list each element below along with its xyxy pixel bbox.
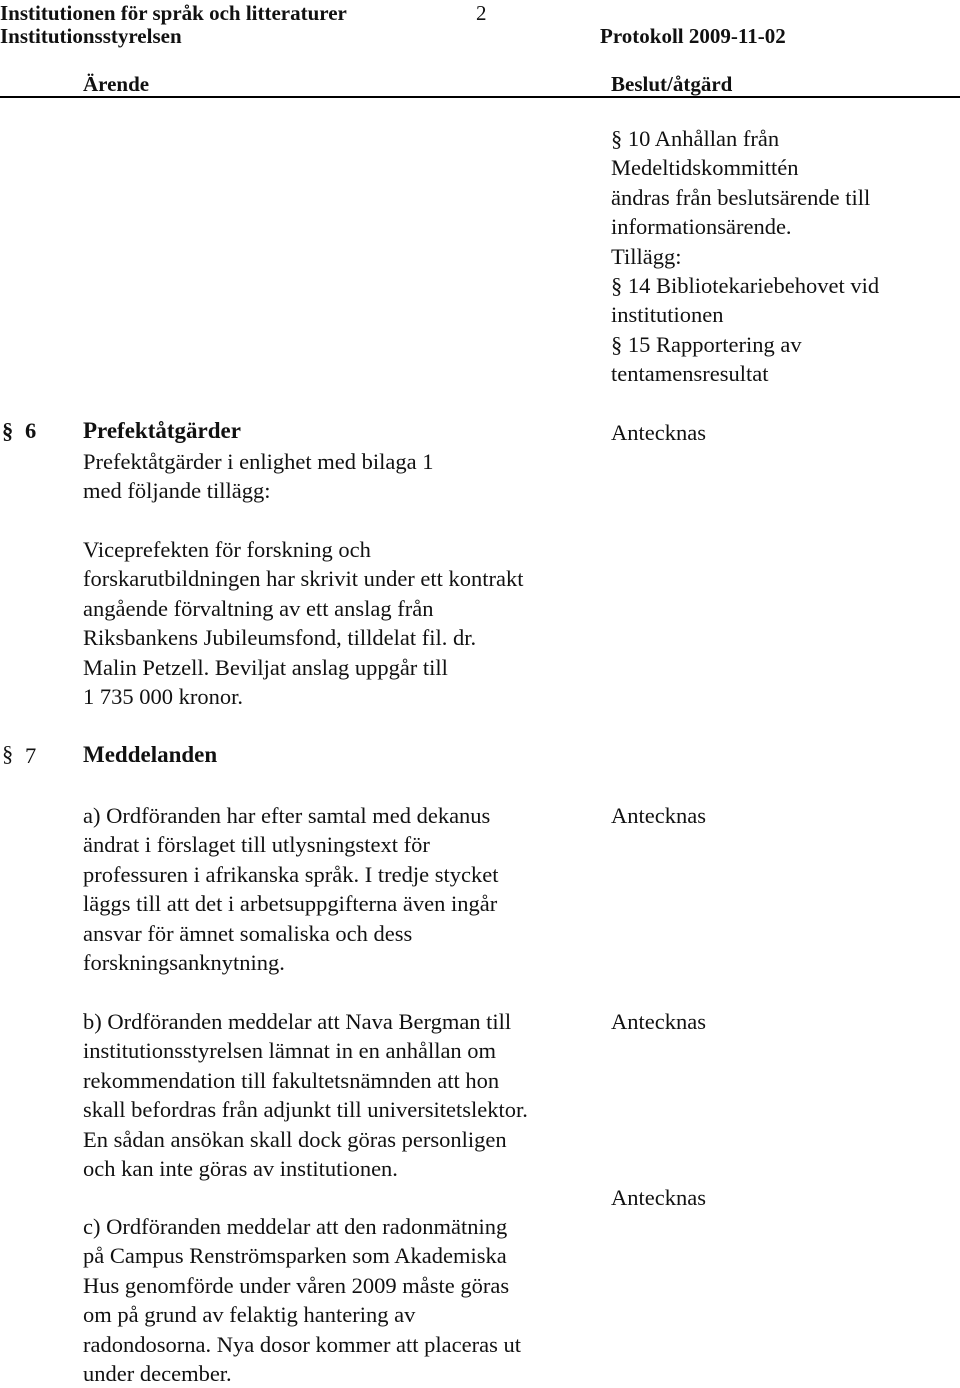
section-title: Meddelanden [83, 742, 218, 767]
section-title: Prefektåtgärder [83, 418, 241, 443]
top-right-decisions [611, 124, 879, 389]
section-paragraph: Viceprefekten för forskning och forskarutbildningen har skrivit under ett kontrakt angående förvaltning av ett anslag från Riksbankens Jubileumsfond, tilldelat fil. dr. Malin Petzell. Beviljat anslag uppgår till 1 735 000 kronor. [83, 537, 524, 710]
decision-label: Antecknas [611, 1185, 706, 1210]
section-intro: Prefektåtgärder i enlighet med bilaga 1 med följande tillägg: [83, 449, 434, 504]
decision-label: Antecknas [611, 803, 706, 828]
section-number: 6 [25, 418, 37, 443]
protocol-date: Protokoll 2009-11-02 [600, 24, 786, 48]
decision-line: informationsärende. [611, 214, 792, 240]
decision-line: § 10 Anhållan från [611, 126, 780, 151]
column-header-right: Beslut/åtgärd [611, 72, 733, 96]
announcement-c: c) Ordföranden meddelar att den radonmätning på Campus Renströmsparken som Akademiska Hus genomförde under våren 2009 måste göras om på grund av felaktig hantering av radondosorna. Nya dosor kommer att placeras ut under december. [83, 1214, 521, 1387]
decision-line: § 14 Bibliotekariebehovet vid [611, 273, 880, 299]
announcement-b: b) Ordföranden meddelar att Nava Bergman till institutionsstyrelsen lämnat in en anhållan om rekommendation till fakultetsnämnden att hon skall befordras från adjunkt till universitetslektor. En sådan ansökan skall dock göras personligen och kan inte göras av institutionen. [83, 1009, 528, 1182]
section-symbol: § [2, 418, 14, 443]
decision-line: institutionen [611, 302, 724, 328]
department-name: Institutionen för språk och litteraturer [0, 1, 347, 25]
section-number: 7 [25, 743, 37, 768]
decision-line: Medeltidskommittén [611, 155, 799, 181]
column-header-left: Ärende [83, 72, 150, 96]
page-number: 2 [476, 1, 487, 25]
announcement-a: a) Ordföranden har efter samtal med dekanus ändrat i förslaget till utlysningstext för professuren i afrikanska språk. I tredje stycket läggs till att det i arbetsuppgifterna även ingår ansvar för ämnet somaliska och dess forskningsanknytning. [83, 803, 499, 976]
board-name: Institutionsstyrelsen [0, 24, 182, 48]
section-symbol: § [2, 741, 14, 766]
decision-line: § 15 Rapportering av [611, 331, 802, 357]
decision-line: Tillägg: [611, 243, 682, 269]
decision-line: ändras från beslutsärende till [611, 184, 871, 210]
header-divider [0, 96, 960, 98]
decision-label: Antecknas [611, 1009, 706, 1034]
decision-line: tentamensresultat [611, 361, 769, 387]
decision-label: Antecknas [611, 420, 706, 445]
